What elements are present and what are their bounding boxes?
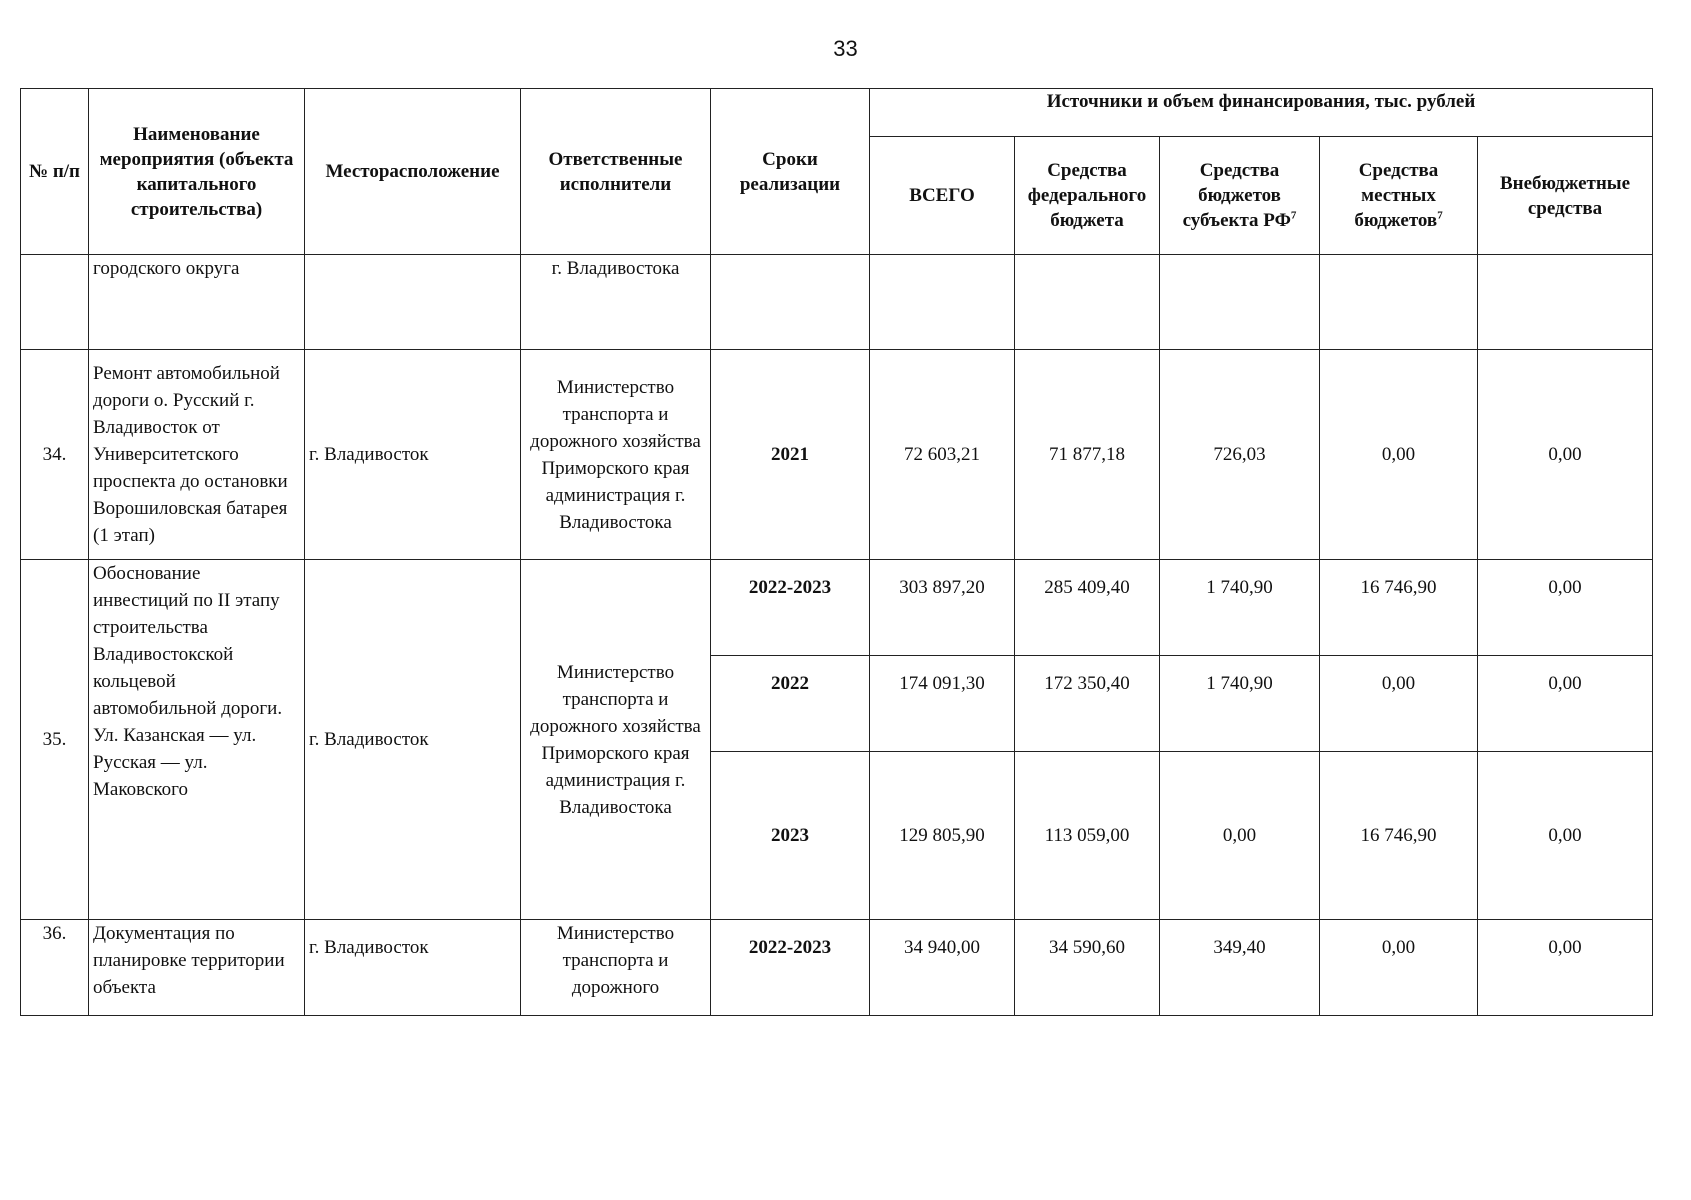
row35-term: 2023 (711, 752, 870, 920)
header-sources: Источники и объем финансирования, тыс. рублей (870, 89, 1653, 137)
header-executors: Ответственные исполнители (521, 89, 711, 255)
row36-local: 0,00 (1320, 920, 1478, 1016)
row35-executors: Министерство транспорта и дорожного хозяйства Приморского края администрация г. Владивостока (521, 560, 711, 920)
row36-federal: 34 590,60 (1015, 920, 1160, 1016)
header-subject: Средства бюджетов субъекта $РФ^7$ (1160, 137, 1320, 255)
row35-offbudget: 0,00 (1478, 560, 1653, 656)
row34-num: 34. (21, 350, 89, 560)
row35-subject: 0,00 (1160, 752, 1320, 920)
header-name: Наименование мероприятия (объекта капитального строительства) (89, 89, 305, 255)
header-row (21, 89, 1653, 137)
row36-name: Документация по планировке территории объекта (89, 920, 305, 1016)
row36-term: 2022-2023 (711, 920, 870, 1016)
row35-local: 16 746,90 (1320, 560, 1478, 656)
row35-name: Обоснование инвестиций по II этапу строительства Владивостокской кольцевой автомобильной дороги. Ул. Казанская — ул. Русская — ул. Маковского (89, 560, 305, 920)
row36-executors: Министерство транспорта и дорожного (521, 920, 711, 1016)
row36-subject: 349,40 (1160, 920, 1320, 1016)
row35-total: 303 897,20 (870, 560, 1015, 656)
row35-local: 0,00 (1320, 656, 1478, 752)
header-offbudget: Внебюджетные средства (1478, 137, 1653, 255)
row36-offbudget: 0,00 (1478, 920, 1653, 1016)
page-number: 33 (833, 36, 858, 61)
row34-subject: 726,03 (1160, 350, 1320, 560)
row35-federal: 172 350,40 (1015, 656, 1160, 752)
row34-local: 0,00 (1320, 350, 1478, 560)
row35-num: 35. (21, 560, 89, 920)
row35-total: 129 805,90 (870, 752, 1015, 920)
row35-term: 2022-2023 (711, 560, 870, 656)
row34-term: 2021 (711, 350, 870, 560)
row34-location: г. Владивосток (305, 350, 521, 560)
continued-name: городского округа (89, 255, 305, 350)
financing-table (20, 88, 1653, 1016)
row35-subject: 1 740,90 (1160, 560, 1320, 656)
header-num: № п/п (21, 89, 89, 255)
continued-executors: г. Владивостока (521, 255, 711, 350)
row35-federal: 285 409,40 (1015, 560, 1160, 656)
row35-total: 174 091,30 (870, 656, 1015, 752)
row34-executors: Министерство транспорта и дорожного хозяйства Приморского края администрация г. Владивостока (521, 350, 711, 560)
table-row (21, 350, 1653, 560)
row35-term: 2022 (711, 656, 870, 752)
row34-total: 72 603,21 (870, 350, 1015, 560)
header-location: Месторасположение (305, 89, 521, 255)
row34-name: Ремонт автомобильной дороги о. Русский г. Владивосток от Университетского проспекта до остановки Ворошиловская батарея (1 этап) (89, 350, 305, 560)
header-local: Средства местных бюджетов$^7$ (1320, 137, 1478, 255)
header-terms: Сроки реализации (711, 89, 870, 255)
table-row (21, 255, 1653, 350)
row34-federal: 71 877,18 (1015, 350, 1160, 560)
row36-location: г. Владивосток (305, 920, 521, 1016)
row36-total: 34 940,00 (870, 920, 1015, 1016)
row34-offbudget: 0,00 (1478, 350, 1653, 560)
row35-subject: 1 740,90 (1160, 656, 1320, 752)
row35-offbudget: 0,00 (1478, 752, 1653, 920)
row36-num: 36. (21, 920, 89, 1016)
row35-local: 16 746,90 (1320, 752, 1478, 920)
row35-offbudget: 0,00 (1478, 656, 1653, 752)
row35-federal: 113 059,00 (1015, 752, 1160, 920)
header-total: ВСЕГО (870, 137, 1015, 255)
table-row (21, 560, 1653, 656)
row35-location: г. Владивосток (305, 560, 521, 920)
header-federal: Средства федерального бюджета (1015, 137, 1160, 255)
table-row (21, 920, 1653, 1016)
